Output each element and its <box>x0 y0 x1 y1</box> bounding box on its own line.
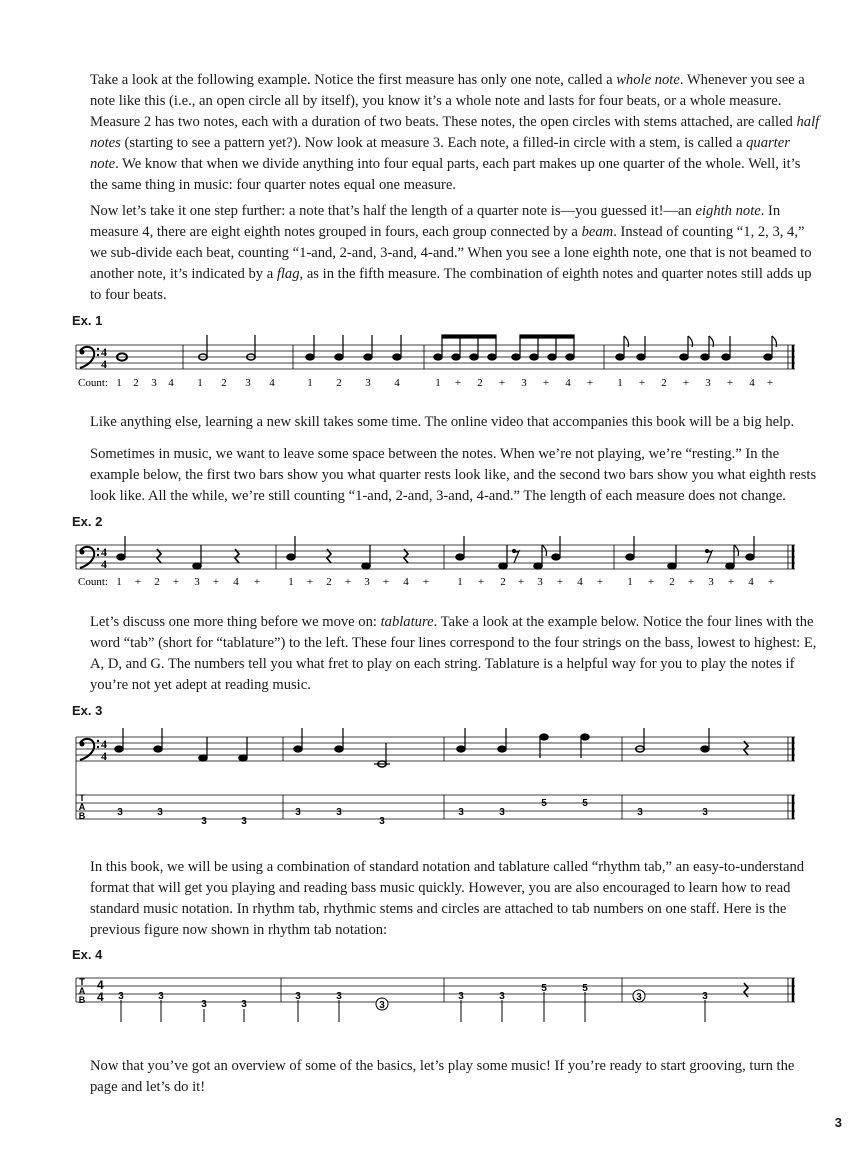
svg-text:B: B <box>78 995 86 1005</box>
count-item: 4 <box>394 377 400 389</box>
count-item: 3 <box>245 377 251 389</box>
count-item: + <box>498 377 506 389</box>
count-item: + <box>382 576 390 588</box>
count-item: + <box>726 377 734 389</box>
tab-clef <box>79 793 86 821</box>
count-item: 2 <box>477 377 483 389</box>
example-3-label: Ex. 3 <box>72 703 103 718</box>
svg-text:3: 3 <box>336 807 342 818</box>
time-signature-top: 4 <box>101 345 107 359</box>
count-item: 1 <box>288 576 294 588</box>
time-signature-bottom: 4 <box>101 749 107 763</box>
quarter-notes-and-rests <box>117 536 754 569</box>
count-item: + <box>253 576 261 588</box>
count-item: + <box>517 576 525 588</box>
time-signature-bottom: 4 <box>101 357 107 371</box>
count-item: + <box>647 576 655 588</box>
svg-text:3: 3 <box>201 816 207 827</box>
text-segment: Take a look at the following example. Notice the first measure has only one note, called a <box>90 72 617 88</box>
measure-4-beamed-eighth-notes <box>434 335 574 360</box>
svg-text:3: 3 <box>241 816 247 827</box>
count-item: + <box>556 576 564 588</box>
example-1-staff <box>0 330 864 410</box>
count-item: 3 <box>365 377 371 389</box>
bass-clef-icon <box>80 739 100 760</box>
page-number: 3 <box>834 1115 842 1130</box>
rhythm-stems <box>121 990 705 1022</box>
text-segment: . Take a look at the example below. Notice the four lines with the word “tab” (short for “tablature”) to the left. These four lines correspond to the four strings on the bass, lowest to highest: E, A, D, and G. The numbers tell you what fret to play on each string. Tablature is a helpful way for you to play the notes if you’re not yet adept at reading music. <box>90 614 817 693</box>
text-segment: Like anything else, learning a new skill takes some time. The online video that accompanies this book will be a big help. <box>90 414 795 430</box>
svg-text:3: 3 <box>636 992 642 1003</box>
svg-text:3: 3 <box>158 991 164 1002</box>
svg-text:B: B <box>78 811 86 821</box>
svg-text:3: 3 <box>241 999 247 1010</box>
count-item: 3 <box>364 576 370 588</box>
measure-5-flagged-eighth-notes <box>616 336 777 360</box>
emphasized-term: tablature <box>380 614 434 630</box>
count-item: 1 <box>307 377 313 389</box>
count-item: 4 <box>749 377 755 389</box>
emphasized-term: quarter note <box>90 135 790 172</box>
count-item: 4 <box>577 576 583 588</box>
text-segment: . In measure 4, there are eight eighth notes grouped in fours, each group connected by a <box>90 203 781 240</box>
count-item: + <box>727 576 735 588</box>
svg-text:3: 3 <box>458 991 464 1002</box>
paragraph-eighth-notes <box>90 201 820 306</box>
bass-clef-icon <box>80 547 100 568</box>
svg-text:5: 5 <box>582 983 588 994</box>
count-item: 4 <box>168 377 174 389</box>
svg-text:3: 3 <box>336 991 342 1002</box>
paragraph-closing <box>90 1056 820 1098</box>
count-item: 4 <box>233 576 239 588</box>
example-1-label: Ex. 1 <box>72 313 103 328</box>
svg-text:3: 3 <box>458 807 464 818</box>
paragraph-tablature <box>90 612 820 696</box>
count-item: + <box>766 377 774 389</box>
count-item: 3 <box>521 377 527 389</box>
count-item: 4 <box>269 377 275 389</box>
time-signature-bottom: 4 <box>97 990 104 1004</box>
svg-text:5: 5 <box>582 798 588 809</box>
svg-text:3: 3 <box>295 991 301 1002</box>
count-item: 2 <box>133 377 139 389</box>
svg-text:3: 3 <box>637 807 643 818</box>
count-item: + <box>767 576 775 588</box>
paragraph-learning <box>90 412 820 433</box>
emphasized-term: eighth note <box>695 203 761 219</box>
count-item: 2 <box>154 576 160 588</box>
svg-text:3: 3 <box>201 999 207 1010</box>
count-item: + <box>477 576 485 588</box>
svg-text:3: 3 <box>499 991 505 1002</box>
text-segment: Now let’s take it one step further: a note that’s half the length of a quarter note is—you guessed it!—an <box>90 203 696 219</box>
svg-text:T: T <box>79 977 85 987</box>
count-item: 4 <box>403 576 409 588</box>
text-segment: . Instead of counting “1, 2, 3, 4,” we sub-divide each beat, counting “1-and, 2-and, 3-and, 4-and.” When you see a lone eighth note, one that is not beamed to another note, it’s indicated by a <box>90 224 812 282</box>
text-segment: Now that you’ve got an overview of some of the basics, let’s play some music! If you’re ready to start grooving, turn the page and let’s do it! <box>90 1058 795 1095</box>
tab-numbers <box>117 798 708 827</box>
bass-clef-icon <box>80 347 100 368</box>
time-signature-top: 4 <box>101 545 107 559</box>
count-item: 3 <box>151 377 157 389</box>
measure-2-half-notes <box>199 335 255 360</box>
count-item: + <box>596 576 604 588</box>
count-item: + <box>586 377 594 389</box>
count-item: 2 <box>500 576 506 588</box>
count-label: Count: <box>78 377 108 389</box>
count-item: 3 <box>708 576 714 588</box>
svg-text:3: 3 <box>702 991 708 1002</box>
count-item: 2 <box>669 576 675 588</box>
count-item: 1 <box>116 576 122 588</box>
svg-text:T: T <box>79 793 85 803</box>
count-item: 4 <box>565 377 571 389</box>
paragraph-whole-half-quarter <box>90 70 820 196</box>
count-label: Count: <box>78 576 108 588</box>
count-item: 1 <box>627 576 633 588</box>
example-4-label: Ex. 4 <box>72 947 103 962</box>
tab-clef <box>79 977 86 1005</box>
count-item: 1 <box>197 377 203 389</box>
svg-text:3: 3 <box>499 807 505 818</box>
text-segment: . We know that when we divide anything into four equal parts, each part makes up one quarter of the whole. Well, it’s the same thing in music: four quarter notes equal one measure. <box>90 156 801 193</box>
time-signature-top: 4 <box>101 737 107 751</box>
count-item: + <box>422 576 430 588</box>
count-item: 1 <box>116 377 122 389</box>
count-item: 1 <box>617 377 623 389</box>
svg-text:3: 3 <box>118 991 124 1002</box>
count-item: + <box>682 377 690 389</box>
count-item: + <box>212 576 220 588</box>
count-item: 1 <box>435 377 441 389</box>
count-item: + <box>454 377 462 389</box>
count-item: 2 <box>661 377 667 389</box>
count-item: + <box>172 576 180 588</box>
svg-text:3: 3 <box>379 816 385 827</box>
count-item: + <box>134 576 142 588</box>
emphasized-term: beam <box>581 224 614 240</box>
svg-text:5: 5 <box>541 798 547 809</box>
example-2-label: Ex. 2 <box>72 514 103 529</box>
time-signature-bottom: 4 <box>101 557 107 571</box>
count-item: 3 <box>537 576 543 588</box>
svg-text:A: A <box>78 802 86 812</box>
count-item: 3 <box>194 576 200 588</box>
count-item: 1 <box>457 576 463 588</box>
svg-text:3: 3 <box>702 807 708 818</box>
tab-numbers <box>118 983 708 1011</box>
count-item: + <box>306 576 314 588</box>
emphasized-term: flag <box>276 266 300 282</box>
count-item: + <box>687 576 695 588</box>
measure-3-quarter-notes <box>306 335 401 360</box>
svg-text:3: 3 <box>117 807 123 818</box>
count-item: 2 <box>221 377 227 389</box>
text-segment: (starting to see a pattern yet?). Now look at measure 3. Each note, a filled-in circle with a stem, is called a <box>120 135 747 151</box>
paragraph-rhythm-tab <box>90 857 820 941</box>
svg-text:3: 3 <box>379 1000 385 1011</box>
count-item: 3 <box>705 377 711 389</box>
svg-text:3: 3 <box>157 807 163 818</box>
count-item: 2 <box>326 576 332 588</box>
paragraph-rests <box>90 444 820 507</box>
count-item: 2 <box>336 377 342 389</box>
count-item: + <box>542 377 550 389</box>
count-item: 4 <box>748 576 754 588</box>
text-segment: , as in the fifth measure. The combination of eighth notes and quarter notes still adds up to four beats. <box>90 266 812 303</box>
svg-text:A: A <box>78 986 86 996</box>
example-3-staff-and-tab <box>0 725 864 835</box>
svg-text:3: 3 <box>295 807 301 818</box>
count-item: + <box>638 377 646 389</box>
emphasized-term: half notes <box>90 114 820 151</box>
text-segment: Let’s discuss one more thing before we move on: <box>90 614 381 630</box>
emphasized-term: whole note <box>616 72 680 88</box>
count-item: + <box>344 576 352 588</box>
example-2-staff <box>0 535 864 605</box>
text-segment: . Whenever you see a note like this (i.e., an open circle all by itself), you know it’s a whole note and lasts for four beats, or a whole measure. Measure 2 has two notes, each with a duration of two beats. These notes, the open circles with stems attached, are called <box>90 72 805 130</box>
text-segment: In this book, we will be using a combination of standard notation and tablature called “rhythm tab,” an easy-to-understand format that will get you playing and reading bass music quickly. However, you are also encouraged to learn how to read standard music notation. In rhythm tab, rhythmic stems and circles are attached to tab numbers on one staff. Here is the previous figure now shown in rhythm tab notation: <box>90 859 805 938</box>
example-4-rhythm-tab <box>0 970 864 1035</box>
time-signature-top: 4 <box>97 978 104 992</box>
text-segment: Sometimes in music, we want to leave some space between the notes. When we’re not playing, we’re “resting.” In the example below, the first two bars show you what quarter rests look like, and the second two bars show you what eighth rests look like. All the while, we’re still counting “1-and, 2-and, 3-and, 4-and.” The length of each measure does not change. <box>90 446 817 504</box>
quarter-rest-icon <box>744 983 748 997</box>
svg-text:5: 5 <box>541 983 547 994</box>
